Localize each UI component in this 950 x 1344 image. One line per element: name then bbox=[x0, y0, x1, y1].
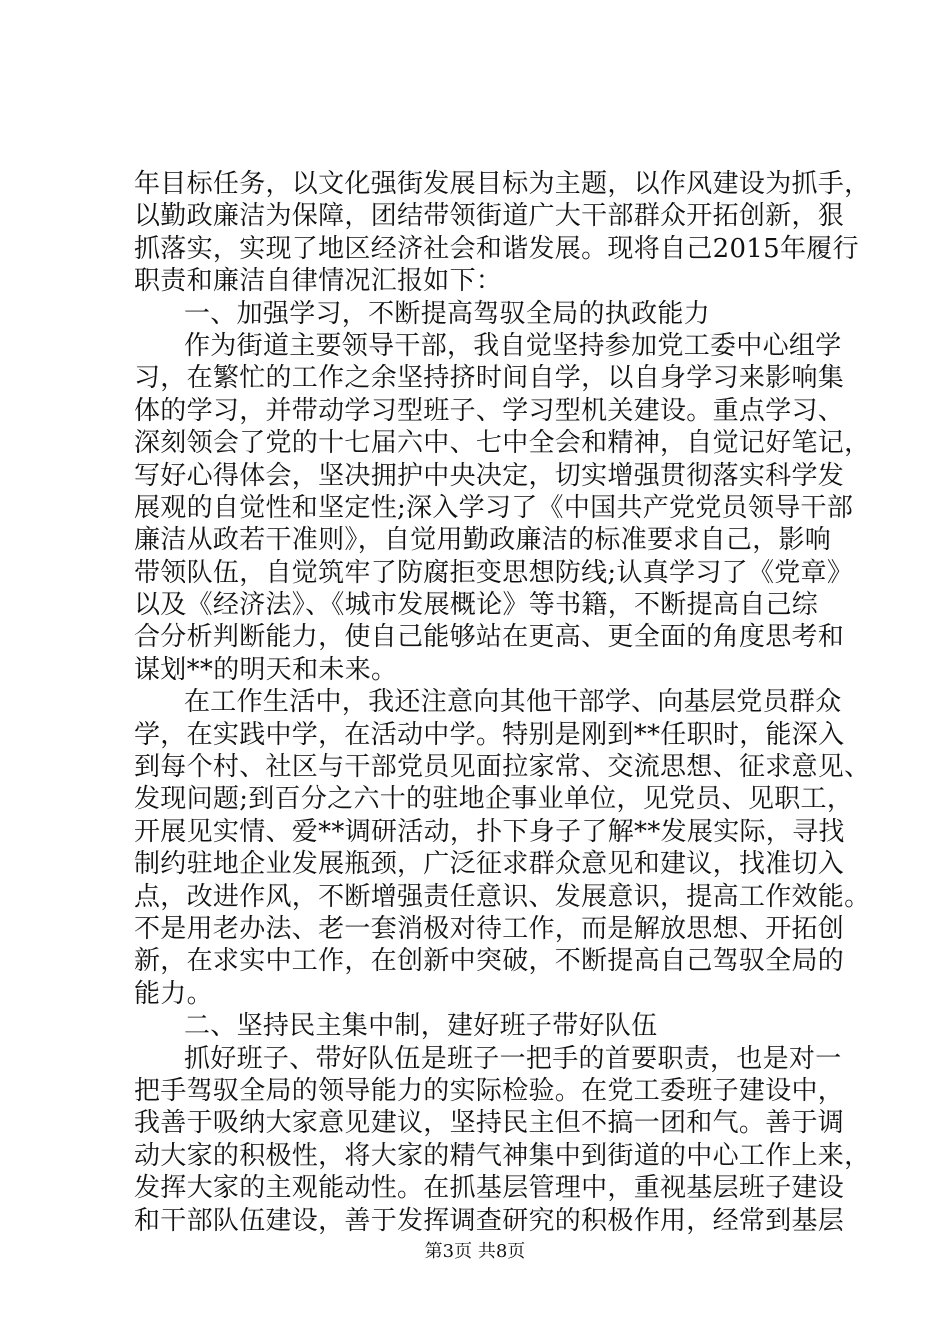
text-line: 抓落实，实现了地区经济社会和谐发展。现将自己2015年履行 bbox=[134, 233, 859, 264]
document-body bbox=[134, 168, 871, 1237]
page-footer: 第3页 共8页 bbox=[424, 1241, 526, 1262]
text-line: 在工作生活中，我还注意向其他干部学、向基层党员群众 bbox=[184, 687, 842, 718]
text-line: 带领队伍，自觉筑牢了防腐拒变思想防线;认真学习了《党章》 bbox=[134, 557, 854, 588]
text-line: 一、加强学习，不断提高驾驭全局的执政能力 bbox=[184, 298, 711, 329]
text-line: 动大家的积极性，将大家的精气神集中到街道的中心工作上来， bbox=[134, 1140, 871, 1171]
text-line: 谋划**的明天和未来。 bbox=[134, 654, 398, 685]
text-line: 把手驾驭全局的领导能力的实际检验。在党工委班子建设中， bbox=[134, 1075, 845, 1106]
text-line: 开展见实情、爱**调研活动，扑下身子了解**发展实际，寻找 bbox=[134, 816, 845, 847]
text-line: 习，在繁忙的工作之余坚持挤时间自学，以自身学习来影响集 bbox=[134, 363, 845, 394]
text-line: 到每个村、社区与干部党员见面拉家常、交流思想、征求意见、 bbox=[134, 752, 871, 783]
text-line: 学，在实践中学，在活动中学。特别是刚到**任职时，能深入 bbox=[134, 719, 845, 750]
text-line: 深刻领会了党的十七届六中、七中全会和精神，自觉记好笔记， bbox=[134, 428, 871, 459]
text-line: 写好心得体会，坚决拥护中央决定，切实增强贯彻落实科学发 bbox=[134, 460, 845, 491]
text-line: 职责和廉洁自律情况汇报如下： bbox=[134, 266, 503, 297]
text-line: 以及《经济法》、《城市发展概论》等书籍，不断提高自己综 bbox=[134, 590, 819, 621]
text-line: 年目标任务，以文化强街发展目标为主题，以作风建设为抓手， bbox=[134, 169, 871, 199]
text-line: 能力。 bbox=[134, 978, 213, 1009]
text-line: 二、坚持民主集中制，建好班子带好队伍 bbox=[184, 1011, 658, 1042]
text-line: 廉洁从政若干准则》，自觉用勤政廉洁的标准要求自己，影响 bbox=[134, 525, 832, 556]
text-line: 点，改进作风，不断增强责任意识、发展意识，提高工作效能。 bbox=[134, 881, 871, 912]
text-line: 我善于吸纳大家意见建议，坚持民主但不搞一团和气。善于调 bbox=[134, 1108, 845, 1139]
text-line: 作为街道主要领导干部，我自觉坚持参加党工委中心组学 bbox=[184, 330, 842, 361]
text-line: 发挥大家的主观能动性。在抓基层管理中，重视基层班子建设 bbox=[134, 1173, 845, 1204]
text-line: 和干部队伍建设，善于发挥调查研究的积极作用，经常到基层 bbox=[134, 1205, 845, 1236]
text-line: 展观的自觉性和坚定性;深入学习了《中国共产党党员领导干部 bbox=[134, 492, 854, 523]
text-line: 抓好班子、带好队伍是班子一把手的首要职责，也是对一 bbox=[184, 1043, 842, 1074]
text-line: 以勤政廉洁为保障，团结带领街道广大干部群众开拓创新，狠 bbox=[134, 201, 845, 232]
text-line: 制约驻地企业发展瓶颈，广泛征求群众意见和建议，找准切入 bbox=[134, 849, 845, 880]
text-line: 发现问题;到百分之六十的驻地企事业单位，见党员、见职工， bbox=[134, 784, 854, 815]
text-line: 不是用老办法、老一套消极对待工作，而是解放思想、开拓创 bbox=[134, 913, 845, 944]
text-line: 新，在求实中工作，在创新中突破，不断提高自己驾驭全局的 bbox=[134, 946, 845, 977]
text-line: 合分析判断能力，使自己能够站在更高、更全面的角度思考和 bbox=[134, 622, 845, 653]
text-line: 体的学习，并带动学习型班子、学习型机关建设。重点学习、 bbox=[134, 395, 845, 426]
